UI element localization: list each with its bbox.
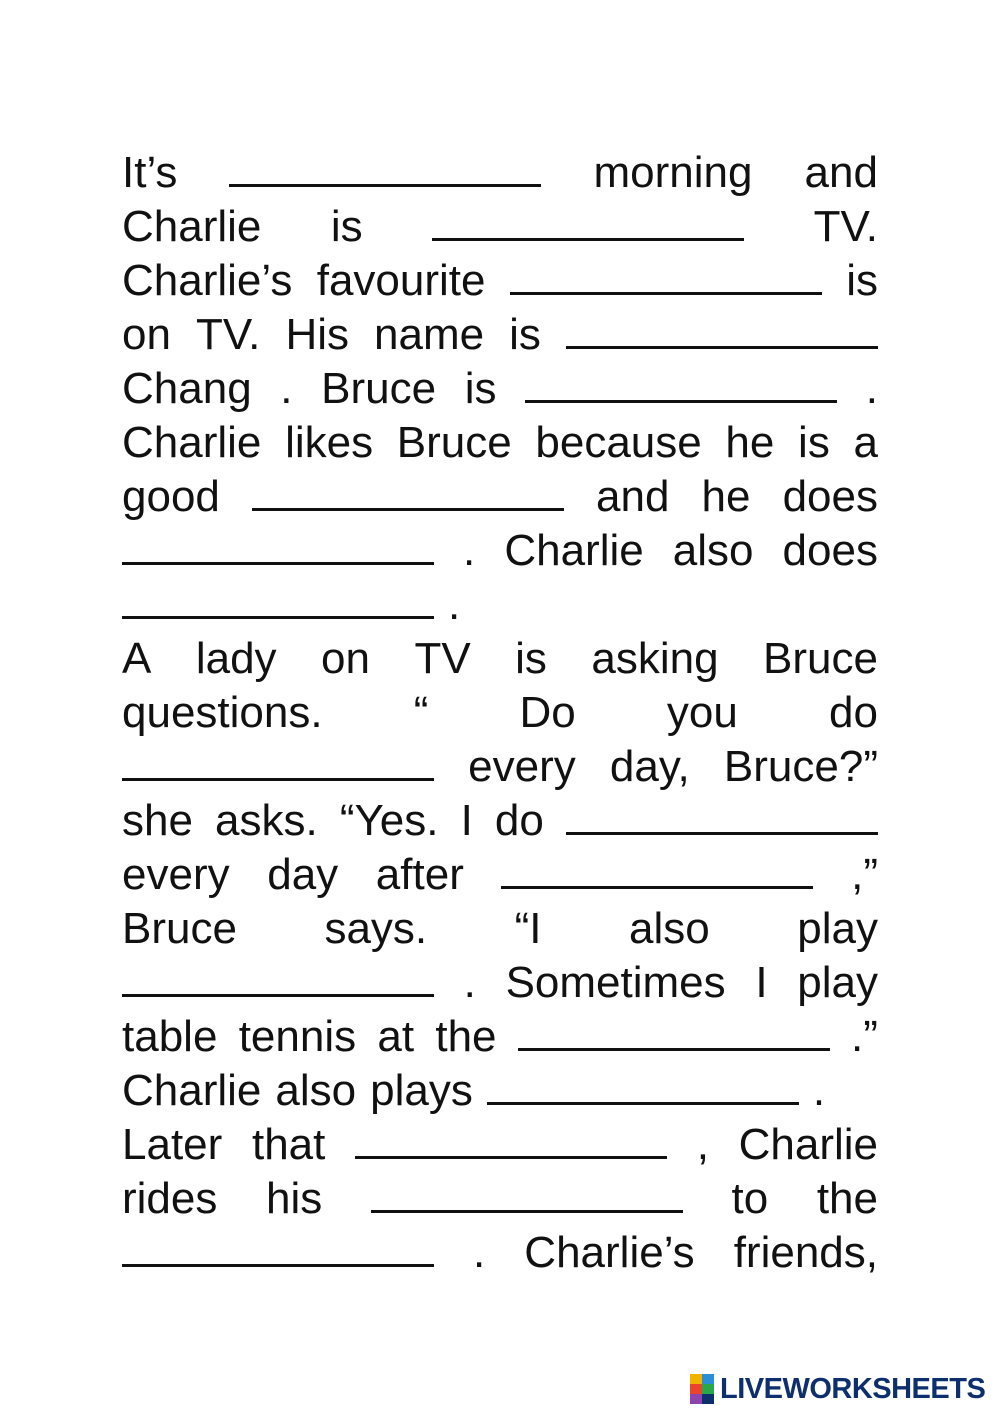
word: you — [666, 688, 738, 737]
word: “Yes. — [339, 796, 439, 845]
word: name — [374, 310, 485, 359]
answer-blank[interactable] — [566, 826, 878, 835]
word: that — [251, 1120, 326, 1169]
word: I — [755, 958, 768, 1007]
word: play — [797, 904, 878, 953]
text-line — [122, 578, 878, 632]
answer-blank[interactable] — [122, 556, 434, 565]
answer-blank[interactable] — [510, 286, 822, 295]
word: also — [629, 904, 710, 953]
word: after — [375, 850, 464, 899]
text-line — [122, 686, 878, 740]
word: . — [473, 1228, 486, 1277]
word: Charlie — [122, 1066, 262, 1115]
word: “I — [514, 904, 542, 953]
word: does — [782, 472, 878, 521]
text-line — [122, 1226, 878, 1280]
word: his — [266, 1174, 323, 1223]
word: he — [725, 418, 775, 467]
word: and — [596, 472, 670, 521]
word: Charlie’s — [524, 1228, 695, 1277]
word: tennis — [238, 1012, 357, 1061]
word: asking — [591, 634, 719, 683]
word: asks. — [215, 796, 318, 845]
logo-text: LIVEWORKSHEETS — [720, 1372, 986, 1405]
text-line — [122, 794, 878, 848]
answer-blank[interactable] — [525, 394, 837, 403]
text-line — [122, 902, 878, 956]
word: . — [812, 1066, 826, 1115]
word: she — [122, 796, 193, 845]
worksheet-text — [122, 146, 878, 1280]
word: day, — [609, 742, 690, 791]
answer-blank[interactable] — [501, 880, 813, 889]
word: Charlie — [504, 526, 644, 575]
text-line — [122, 362, 878, 416]
word: . — [463, 526, 476, 575]
word: , — [696, 1120, 709, 1169]
answer-blank[interactable] — [432, 232, 744, 241]
word: TV. — [813, 202, 878, 251]
word: Bruce — [321, 364, 437, 413]
word: morning — [593, 148, 753, 197]
word: Chang — [122, 364, 252, 413]
word: favourite — [316, 256, 486, 305]
text-line — [122, 524, 878, 578]
word: Charlie — [122, 418, 262, 467]
word: says. — [324, 904, 428, 953]
text-line — [122, 740, 878, 794]
word: Bruce — [122, 904, 237, 953]
text-line — [122, 632, 878, 686]
word: . — [280, 364, 293, 413]
word: play — [797, 958, 878, 1007]
word: plays — [370, 1066, 473, 1115]
word: TV. — [195, 310, 261, 359]
answer-blank[interactable] — [122, 772, 434, 781]
word: he — [701, 472, 751, 521]
word: every — [468, 742, 576, 791]
word: do — [829, 688, 878, 737]
word: is — [798, 418, 830, 467]
answer-blank[interactable] — [371, 1204, 683, 1213]
word: because — [535, 418, 702, 467]
word: likes — [285, 418, 374, 467]
word: also — [275, 1066, 357, 1115]
word: on — [122, 310, 171, 359]
word: friends, — [733, 1228, 878, 1277]
text-line — [122, 416, 878, 470]
word: TV — [414, 634, 471, 683]
text-line — [122, 470, 878, 524]
text-line — [122, 308, 878, 362]
answer-blank[interactable] — [355, 1150, 667, 1159]
word: good — [122, 472, 220, 521]
answer-blank[interactable] — [122, 1258, 434, 1267]
word: and — [804, 148, 878, 197]
answer-blank[interactable] — [252, 502, 564, 511]
word: is — [464, 364, 497, 413]
word: Sometimes — [505, 958, 726, 1007]
word: is — [330, 202, 363, 251]
word: on — [321, 634, 370, 683]
liveworksheets-logo — [690, 1371, 985, 1407]
text-line — [122, 1118, 878, 1172]
word: Do — [519, 688, 576, 737]
word: to — [731, 1174, 769, 1223]
word: His — [285, 310, 349, 359]
word: does — [782, 526, 878, 575]
word: lady — [195, 634, 277, 683]
word: the — [435, 1012, 497, 1061]
word: . — [463, 958, 476, 1007]
word: day — [267, 850, 339, 899]
text-line — [122, 1172, 878, 1226]
word: also — [672, 526, 754, 575]
word: I — [460, 796, 473, 845]
word: Later — [122, 1120, 223, 1169]
word: Bruce?” — [723, 742, 878, 791]
word: . — [448, 580, 461, 629]
text-line — [122, 848, 878, 902]
word: ,” — [851, 850, 878, 899]
answer-blank[interactable] — [229, 178, 541, 187]
text-line — [122, 254, 878, 308]
text-line — [122, 1064, 878, 1118]
word: Charlie’s — [122, 256, 293, 305]
word: Bruce — [763, 634, 878, 683]
answer-blank[interactable] — [518, 1042, 830, 1051]
word: the — [816, 1174, 878, 1223]
word: table — [122, 1012, 218, 1061]
text-line — [122, 200, 878, 254]
text-line — [122, 956, 878, 1010]
word: at — [377, 1012, 415, 1061]
text-line — [122, 146, 878, 200]
word: .” — [851, 1012, 878, 1061]
word: “ — [413, 688, 429, 737]
word: is — [846, 256, 878, 305]
word: rides — [122, 1174, 218, 1223]
word: A — [122, 634, 152, 683]
answer-blank[interactable] — [122, 610, 434, 619]
word: a — [853, 418, 878, 467]
word: . — [865, 364, 878, 413]
word: Bruce — [396, 418, 512, 467]
word: is — [515, 634, 547, 683]
word: is — [509, 310, 541, 359]
word: questions. — [122, 688, 323, 737]
word: do — [494, 796, 544, 845]
word: Charlie — [122, 202, 262, 251]
word: Charlie — [738, 1120, 878, 1169]
text-line — [122, 1010, 878, 1064]
word: It’s — [122, 148, 178, 197]
answer-blank[interactable] — [566, 340, 878, 349]
liveworksheets-logo-icon — [690, 1374, 714, 1404]
answer-blank[interactable] — [122, 988, 434, 997]
answer-blank[interactable] — [487, 1096, 799, 1105]
word: every — [122, 850, 230, 899]
